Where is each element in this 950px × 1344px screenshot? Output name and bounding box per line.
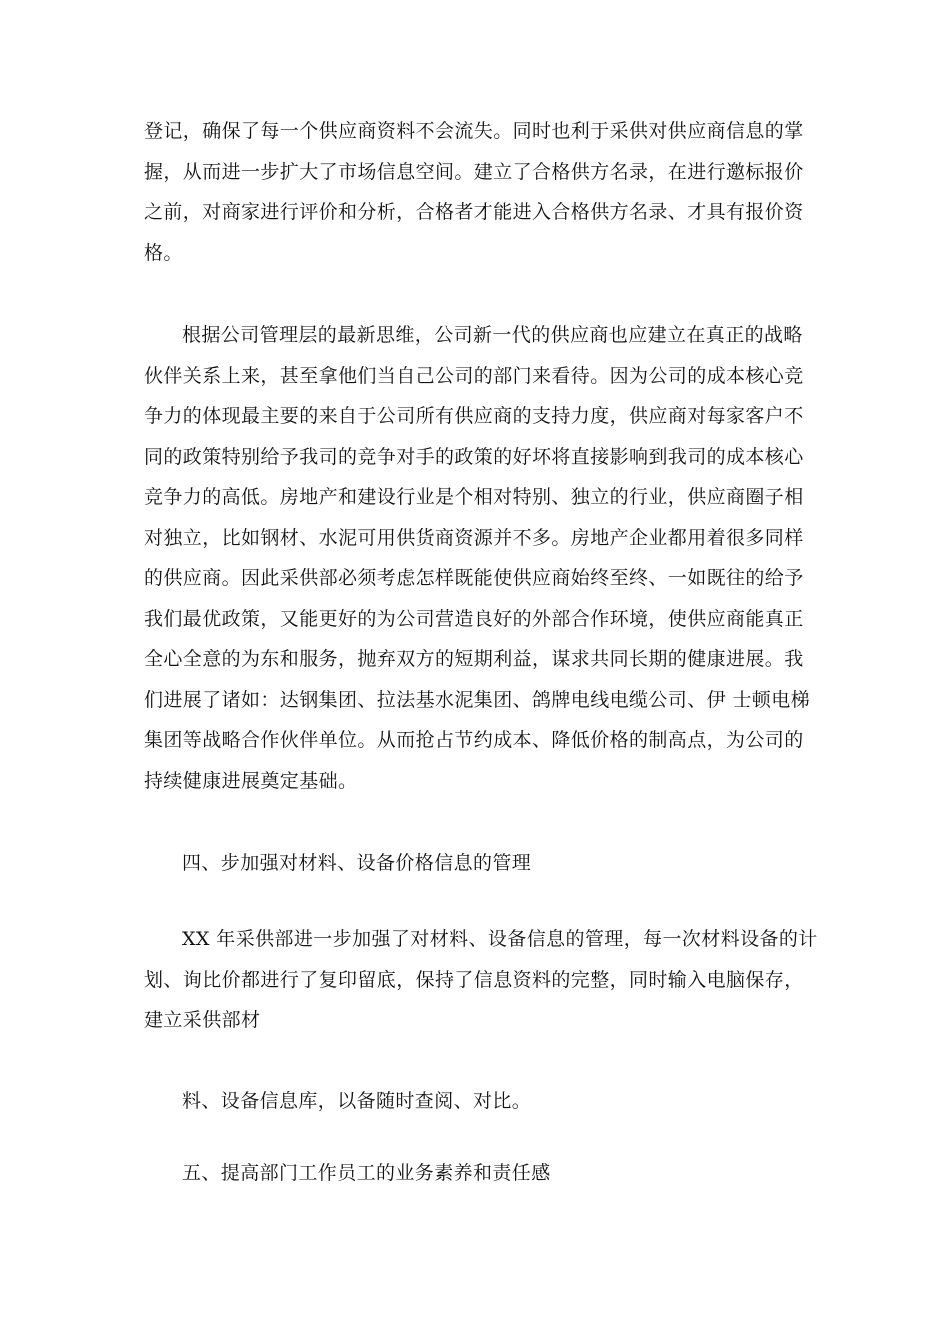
text-line: 争力的体现最主要的来自于公司所有供应商的支持力度，供应商对每家客户不 [144,405,804,427]
paragraph-price-info-continued [182,1081,802,1122]
text-line: 根据公司管理层的最新思维，公司新一代的供应商也应建立在真正的战略 [182,324,803,346]
text-line: 对独立，比如钢材、水泥可用供货商资源并不多。房地产企业都用着很多同样 [144,526,804,549]
text-line: 料、设备信息库，以备随时查阅、对比。 [182,1090,532,1112]
text-line: 登记，确保了每一个供应商资料不会流失。同时也利于采供对供应商信息的掌 [144,120,804,142]
section-heading-text: 四、步加强对材料、设备价格信息的管理 [182,852,532,874]
paragraph-price-info-management [144,919,818,1041]
text-line: 划、询比价都进行了复印留底，保持了信息资料的完整，同时输入电脑保存， [144,968,804,991]
text-line: 握，从而进一步扩大了市场信息空间。建立了合格供方名录，在进行邀标报价 [144,160,804,183]
text-line: 建立采供部材 [144,1009,261,1031]
paragraph-supplier-registration [144,111,804,273]
text-line: 的供应商。因此采供部必须考虑怎样既能使供应商始终至终、一如既往的给予 [144,567,804,589]
text-line: 格。 [144,241,183,264]
section-heading-text: 五、提高部门工作员工的业务素养和责任感 [182,1162,551,1184]
text-line: XX 年采供部进一步加强了对材料、设备信息的管理，每一次材料设备的计 [182,928,818,950]
section-heading-4 [182,843,802,884]
text-line: 同的政策特别给予我司的竞争对手的政策的好坏将直接影响到我司的成本核心 [144,445,804,468]
section-heading-5 [182,1153,802,1194]
text-line: 伙伴关系上来，甚至拿他们当自己公司的部门来看待。因为公司的成本核心竞 [144,364,804,387]
paragraph-strategic-partnership [144,315,811,801]
text-line: 竞争力的高低。房地产和建设行业是个相对特别、独立的行业，供应商圈子相 [144,486,804,508]
text-line: 全心全意的为东和服务，抛弃双方的短期利益，谋求共同长期的健康进展。我 [144,648,804,670]
text-line: 之前，对商家进行评价和分析，合格者才能进入合格供方名录、才具有报价资 [144,201,804,223]
text-line: 我们最优政策，又能更好的为公司营造良好的外部合作环境，使供应商能真正 [144,607,804,630]
text-line: 集团等战略合作伙伴单位。从而抢占节约成本、降低价格的制高点，为公司的 [144,729,804,751]
text-line: 持续健康进展奠定基础。 [144,769,358,792]
text-line: 们进展了诸如：达钢集团、拉法基水泥集团、鸽牌电线电缆公司、伊 士顿电梯 [144,688,811,711]
